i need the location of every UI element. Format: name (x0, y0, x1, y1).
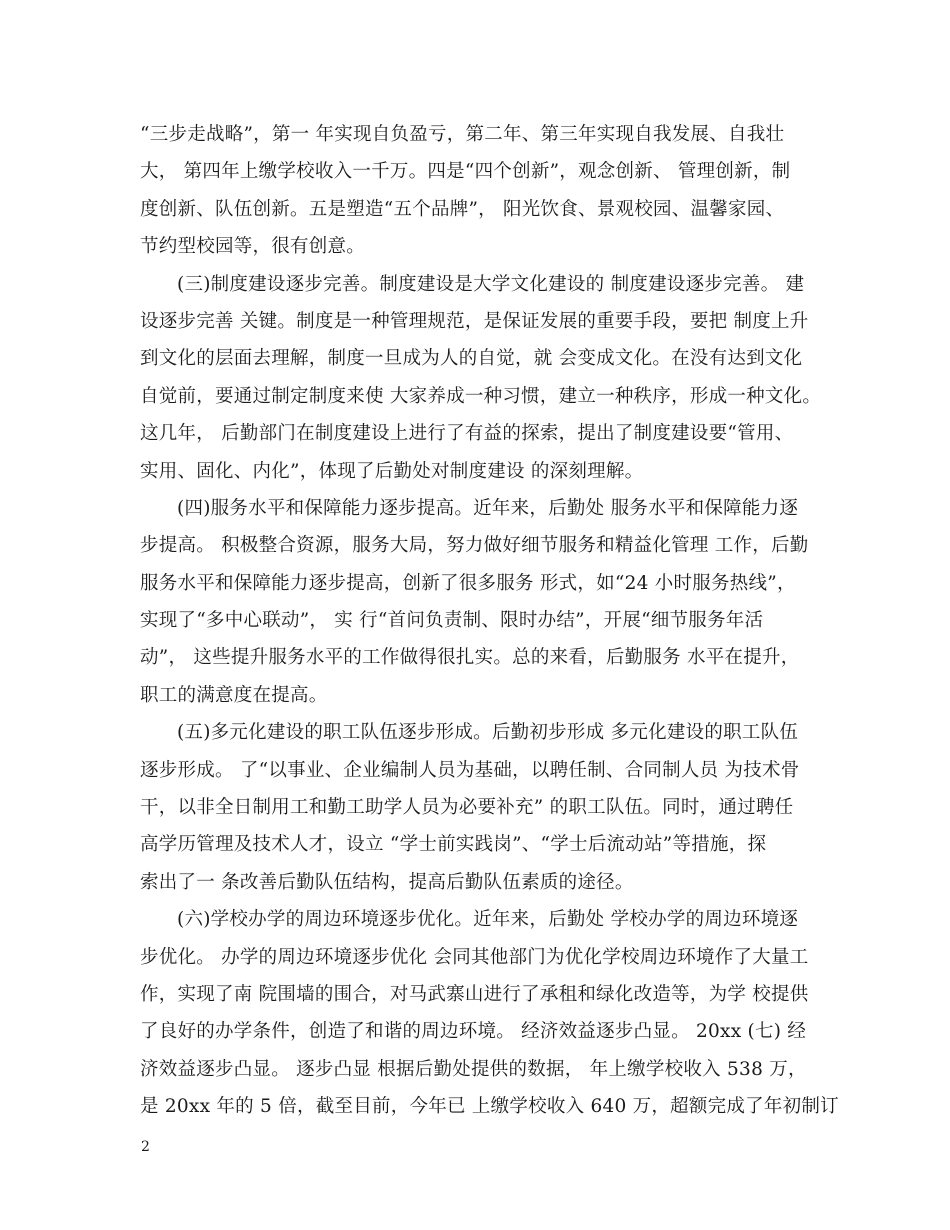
text-line: 节约型校园等，很有创意。 (140, 236, 366, 258)
text-line: 索出了一 条改善后勤队伍结构，提高后勤队伍素质的途径。 (140, 871, 634, 893)
text-line: 服务水平和保障能力逐步提高，创新了很多服务 形式，如“24 小时服务热线”， (140, 572, 796, 594)
text-line: 步优化。 办学的周边环境逐步优化 会同其他部门为优化学校周边环境作了大量工 (140, 946, 809, 968)
text-line: “三步走战略”，第一 年实现自负盈亏，第二年、第三年实现自我发展、自我壮 (140, 124, 785, 145)
text-line: 高学历管理及技术人才，设立 “学士前实践岗”、“学士后流动站”等措施，探 (140, 834, 767, 856)
text-line: 步提高。 积极整合资源，服务大局，努力做好细节服务和精益化管理 工作，后勤 (140, 535, 809, 557)
text-line: (四)服务水平和保障能力逐步提高。近年来，后勤处 服务水平和保障能力逐 (177, 497, 799, 519)
text-line: 了良好的办学条件，创造了和谐的周边环境。 经济效益逐步凸显。 20xx (七) 经 (140, 1021, 807, 1043)
text-line: 济效益逐步凸显。 逐步凸显 根据后勤处提供的数据， 年上缴学校收入 538 万， (140, 1058, 807, 1080)
body-text (140, 116, 839, 1126)
text-line: 实现了“多中心联动”， 实 行“首问负责制、限时办结”，开展“细节服务年活 (140, 610, 764, 632)
text-line: 这几年， 后勤部门在制度建设上进行了有益的探索，提出了制度建设要“管用、 (140, 423, 794, 445)
text-line: (六)学校办学的周边环境逐步优化。近年来，后勤处 学校办学的周边环境逐 (177, 909, 799, 931)
text-line: 是 20xx 年的 5 倍，截至目前，今年已 上缴学校收入 640 万，超额完成了年初制订 (140, 1096, 839, 1118)
text-line: 设逐步完善 关键。制度是一种管理规范，是保证发展的重要手段，要把 制度上升 (140, 310, 809, 332)
text-line: 作，实现了南 院围墙的围合，对马武寨山进行了承租和绿化改造等，为学 校提供 (140, 983, 809, 1005)
text-line: 动”， 这些提升服务水平的工作做得很扎实。总的来看，后勤服务 水平在提升， (140, 647, 800, 669)
text-line: 自觉前，要通过制定制度来使 大家养成一种习惯，建立一种秩序，形成一种文化。 (140, 385, 822, 407)
text-line: 干，以非全日制用工和勤工助学人员为必要补充” 的职工队伍。同时，通过聘任 (140, 797, 794, 819)
text-line: 职工的满意度在提高。 (140, 684, 328, 706)
text-line: (三)制度建设逐步完善。制度建设是大学文化建设的 制度建设逐步完善。 建 (177, 273, 805, 295)
text-line: 实用、固化、内化”，体现了后勤处对制度建设 的深刻理解。 (140, 460, 644, 482)
text-line: 逐步形成。 了“以事业、企业编制人员为基础，以聘任制、合同制人员 为技术骨 (140, 759, 800, 781)
text-line: 到文化的层面去理解，制度一旦成为人的自觉，就 会变成文化。在没有达到文化 (140, 348, 803, 370)
text-line: 大， 第四年上缴学校收入一千万。四是“四个创新”，观念创新、 管理创新，制 (140, 161, 791, 183)
text-line: 度创新、队伍创新。五是塑造“五个品牌”， 阳光饮食、景观校园、温馨家园、 (140, 198, 785, 220)
text-line: (五)多元化建设的职工队伍逐步形成。后勤初步形成 多元化建设的职工队伍 (177, 722, 799, 744)
page-number: 2 (141, 1139, 150, 1155)
